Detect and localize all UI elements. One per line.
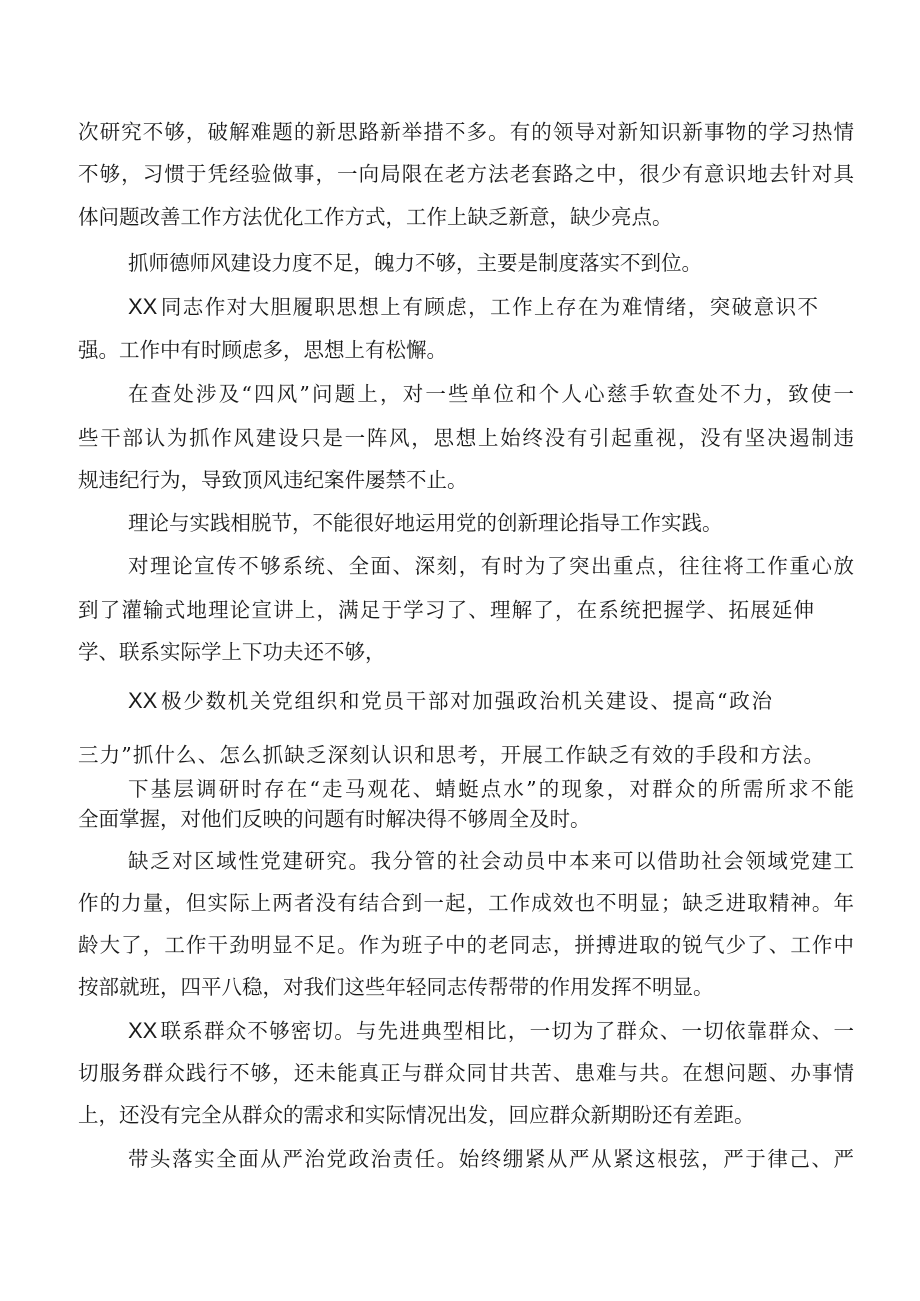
placeholder-name: XX [128, 294, 158, 319]
placeholder-name: XX [128, 1018, 158, 1043]
text-line: 按部就班，四平八稳，对我们这些年轻同志传帮带的作用发挥不明显。 [78, 975, 714, 999]
placeholder-name: XX [128, 688, 158, 713]
paragraph-first-line: XX同志作对大胆履职思想上有顾虑，工作上存在为难情绪，突破意识不 [128, 294, 818, 319]
text-line: 体问题改善工作方法优化工作方式，工作上缺乏新意，缺少亮点。 [78, 205, 673, 229]
text-line: 学、联系实际学上下功夫还不够， [78, 640, 386, 664]
text-line: 切服务群众践行不够，还未能真正与群众同甘共苦、患难与共。在想问题、办事情 [78, 1061, 854, 1085]
paragraph-first-line: 理论与实践相脱节，不能很好地运用党的创新理论指导工作实践。 [128, 511, 723, 535]
paragraph-first-line: 在查处涉及“四风”问题上，对一些单位和个人心慈手软查处不力，致使一 [128, 382, 854, 406]
text-line: 次研究不够，破解难题的新思路新举措不多。有的领导对新知识新事物的学习热情 [78, 120, 854, 144]
text-line: 强。工作中有时顾虑多，思想上有松懈。 [78, 338, 447, 362]
text-line: 到了灌输式地理论宣讲上，满足于学习了、理解了，在系统把握学、拓展延伸 [78, 598, 814, 622]
text-line: 全面掌握，对他们反映的问题有时解决得不够周全及时。 [78, 807, 591, 831]
paragraph-first-line: XX极少数机关党组织和党员干部对加强政治机关建设、提高“政治 [128, 688, 772, 713]
text-line: 些干部认为抓作风建设只是一阵风，思想上始终没有引起重视，没有坚决遏制违 [78, 426, 854, 450]
text-line: 作的力量，但实际上两者没有结合到一起，工作成效也不明显；缺乏进取精神。年 [78, 891, 854, 915]
text-line: 规违纪行为，导致顶风违纪案件屡禁不止。 [78, 468, 468, 492]
text-line: 不够，习惯于凭经验做事，一向局限在老方法老套路之中，很少有意识地去针对具 [78, 162, 854, 186]
text-line: 三力”抓什么、怎么抓缺乏深刻认识和思考，开展工作缺乏有效的手段和方法。 [78, 743, 824, 767]
text-line: 龄大了，工作干劲明显不足。作为班子中的老同志，拼搏进取的锐气少了、工作中 [78, 933, 854, 957]
paragraph-first-line: 缺乏对区域性党建研究。我分管的社会动员中本来可以借助社会领域党建工 [128, 849, 854, 873]
paragraph-first-line: 对理论宣传不够系统、全面、深刻，有时为了突出重点，往往将工作重心放 [128, 554, 854, 578]
paragraph-first-line: XX联系群众不够密切。与先进典型相比，一切为了群众、一切依靠群众、一 [128, 1018, 854, 1043]
text-line: 上，还没有完全从群众的需求和实际情况出发，回应群众新期盼还有差距。 [78, 1103, 755, 1127]
paragraph-first-line: 下基层调研时存在“走马观花、蜻蜓点水”的现象，对群众的所需所求不能 [128, 777, 854, 801]
paragraph-first-line: 抓师德师风建设力度不足，魄力不够，主要是制度落实不到位。 [128, 251, 702, 275]
paragraph-first-line: 带头落实全面从严治党政治责任。始终绷紧从严从紧这根弦，严于律己、严 [128, 1147, 854, 1171]
